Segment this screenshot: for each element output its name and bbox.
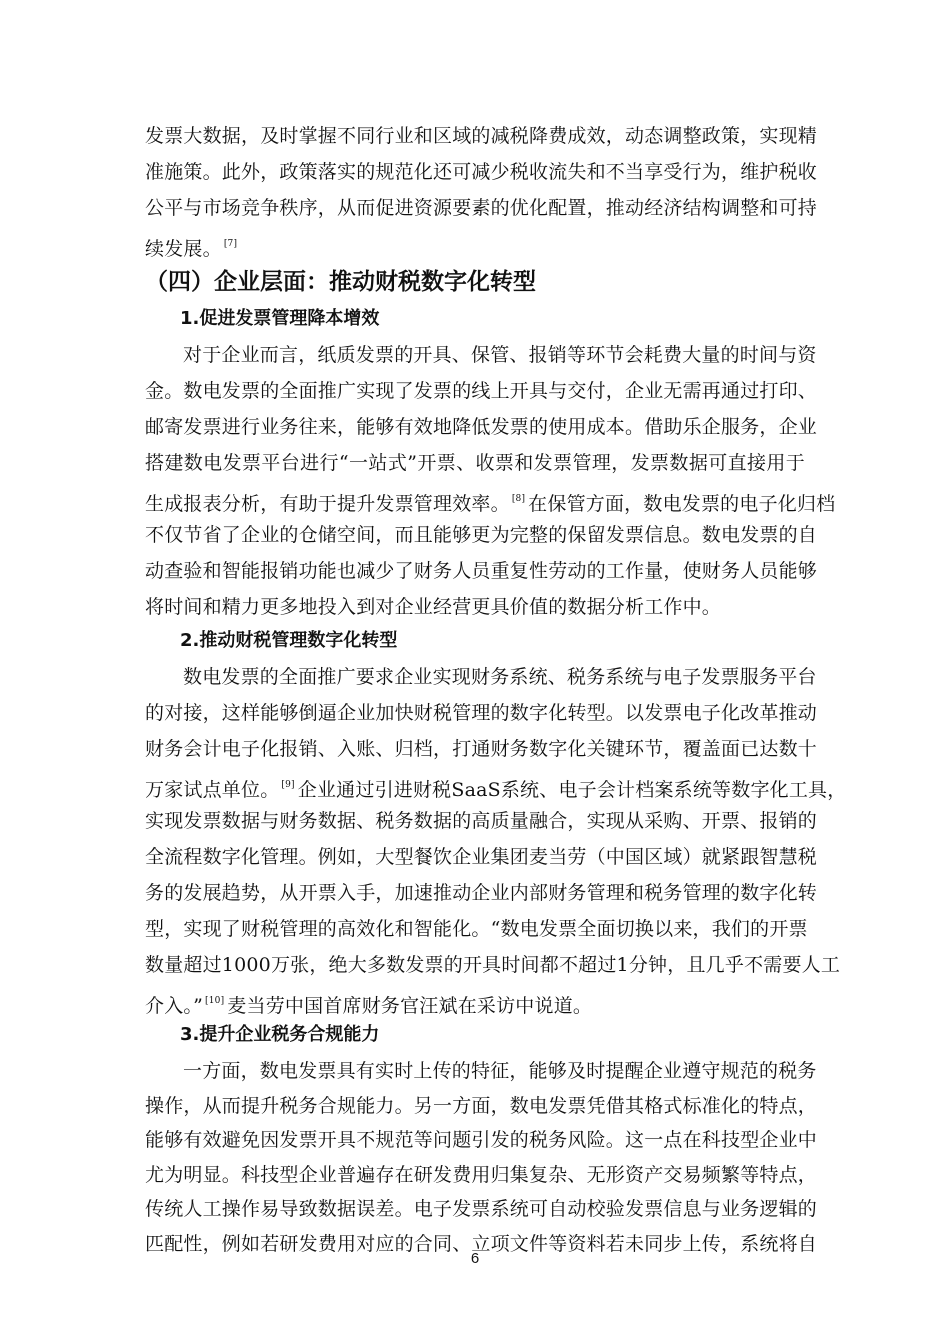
paragraph-line: 准施策。此外，政策落实的规范化还可减少税收流失和不当享受行为，维护税收	[145, 161, 818, 183]
subsection-heading: 1.促进发票管理降本增效	[180, 308, 380, 329]
paragraph-line: 公平与市场竞争秩序，从而促进资源要素的优化配置，推动经济结构调整和可持	[145, 197, 818, 219]
paragraph-line: 全流程数字化管理。例如，大型餐饮企业集团麦当劳（中国区域）就紧跟智慧税	[145, 846, 818, 868]
paragraph-line: 动查验和智能报销功能也减少了财务人员重复性劳动的工作量，使财务人员能够	[145, 560, 818, 582]
paragraph-line: 不仅节省了企业的仓储空间，而且能够更为完整的保留发票信息。数电发票的自	[145, 524, 818, 546]
paragraph-line: 型，实现了财税管理的高效化和智能化。“数电发票全面切换以来，我们的开票	[145, 918, 808, 940]
paragraph-text: 万家试点单位。	[145, 779, 280, 801]
paragraph-line: 发票大数据，及时掌握不同行业和区域的减税降费成效，动态调整政策，实现精	[145, 125, 818, 147]
paragraph-line: 能够有效避免因发票开具不规范等问题引发的税务风险。这一点在科技型企业中	[145, 1129, 818, 1151]
paragraph-line: 搭建数电发票平台进行“一站式”开票、收票和发票管理，发票数据可直接用于	[145, 452, 805, 474]
paragraph-line-last	[145, 226, 805, 267]
paragraph-line-last: 将时间和精力更多地投入到对企业经营更具价值的数据分析工作中。	[145, 596, 722, 618]
paragraph-line: 传统人工操作易导致数据误差。电子发票系统可自动校验发票信息与业务逻辑的	[145, 1198, 818, 1220]
paragraph-text: 企业通过引进财税SaaS系统、电子会计档案系统等数字化工具，	[297, 779, 847, 801]
paragraph-line: 操作，从而提升税务合规能力。另一方面，数电发票凭借其格式标准化的特点，	[145, 1094, 818, 1117]
paragraph-line: 匹配性，例如若研发费用对应的合同、立项文件等资料若未同步上传，系统将自	[145, 1232, 818, 1255]
citation-ref: [8]	[511, 494, 526, 504]
paragraph-line: 数量超过1000万张，绝大多数发票的开具时间都不超过1分钟，且几乎不需要人工	[145, 954, 841, 976]
paragraph-text: 续发展。	[145, 238, 222, 260]
paragraph-line: 金。数电发票的全面推广实现了发票的线上开具与交付，企业无需再通过打印、	[145, 380, 818, 402]
paragraph-line: 一方面，数电发票具有实时上传的特征，能够及时提醒企业遵守规范的税务	[183, 1060, 817, 1082]
subsection-heading: 2.推动财税管理数字化转型	[180, 630, 398, 651]
paragraph-line: 数电发票的全面推广要求企业实现财务系统、税务系统与电子发票服务平台	[183, 666, 817, 688]
paragraph-line: 尤为明显。科技型企业普遍存在研发费用归集复杂、无形资产交易频繁等特点，	[145, 1163, 818, 1186]
paragraph-text: 在保管方面，数电发票的电子化归档	[528, 493, 836, 515]
paragraph-line: 邮寄发票进行业务往来，能够有效地降低发票的使用成本。借助乐企服务，企业	[145, 416, 818, 438]
paragraph-line: 的对接，这样能够倒逼企业加快财税管理的数字化转型。以发票电子化改革推动	[145, 702, 818, 724]
paragraph-line: 财务会计电子化报销、入账、归档，打通财务数字化关键环节，覆盖面已达数十	[145, 738, 818, 760]
citation-ref: [7]	[223, 239, 238, 249]
paragraph-line	[145, 767, 847, 808]
section-heading: （四）企业层面：推动财税数字化转型	[145, 269, 536, 295]
citation-ref: [9]	[281, 780, 295, 790]
paragraph-text: 介入。”	[145, 995, 204, 1017]
page-number: 6	[470, 1250, 480, 1267]
paragraph-text: 麦当劳中国首席财务官汪斌在采访中说道。	[227, 995, 593, 1017]
paragraph-line: 实现发票数据与财务数据、税务数据的高质量融合，实现从采购、开票、报销的	[145, 810, 818, 832]
citation-ref: [10]	[205, 996, 225, 1006]
subsection-heading: 3.提升企业税务合规能力	[180, 1024, 380, 1045]
paragraph-text: 生成报表分析，有助于提升发票管理效率。	[145, 493, 510, 515]
paragraph-line: 务的发展趋势，从开票入手，加速推动企业内部财务管理和税务管理的数字化转	[145, 882, 818, 904]
paragraph-line	[145, 481, 836, 522]
paragraph-line: 对于企业而言，纸质发票的开具、保管、报销等环节会耗费大量的时间与资	[183, 344, 817, 366]
